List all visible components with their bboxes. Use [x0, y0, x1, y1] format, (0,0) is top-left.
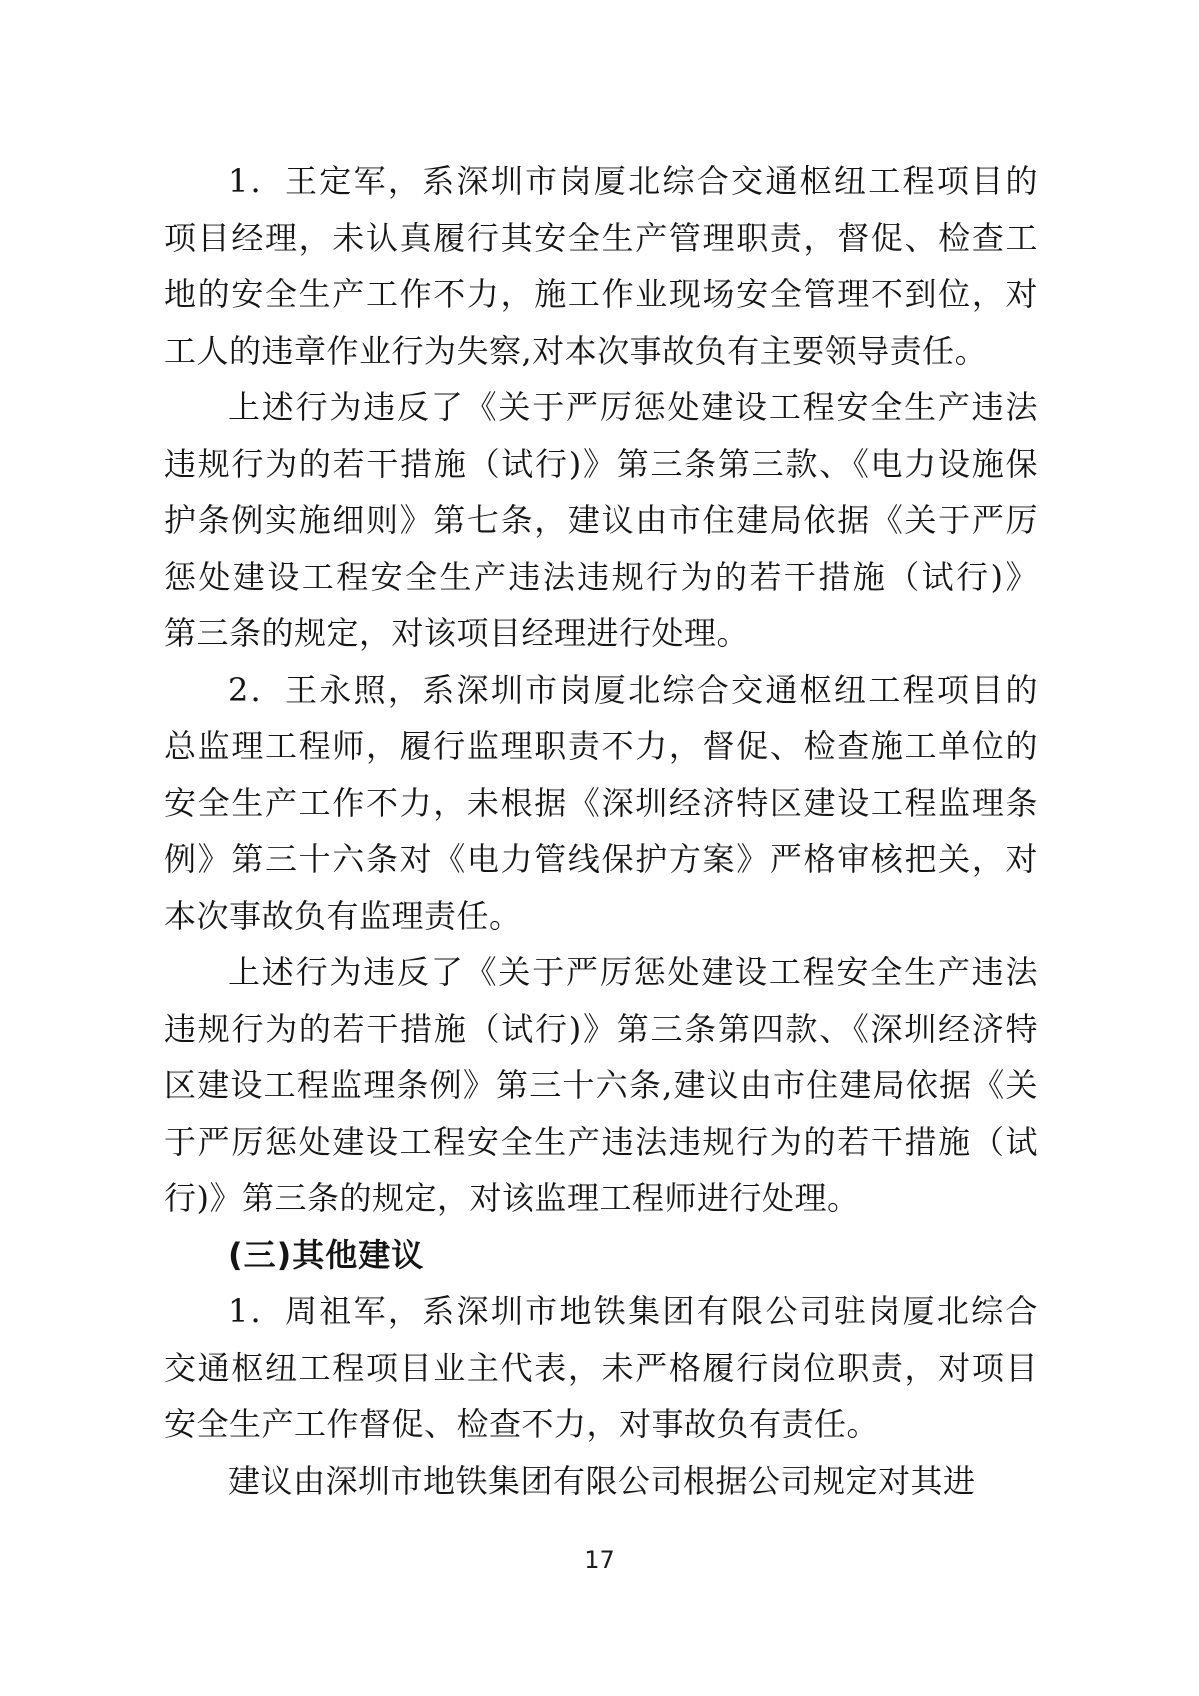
- text-line: 护条例实施细则》第七条，建议由市住建局依据《关于严厉: [164, 501, 1038, 539]
- text-line: 第三条的规定，对该项目经理进行处理。: [164, 614, 750, 652]
- text-line: 本次事故负有监理责任。: [164, 896, 522, 935]
- section-heading: [164, 1227, 1038, 1284]
- text-line: 违规行为的若干措施（试行)》第三条第四款、《深圳经济特: [164, 1009, 1038, 1048]
- paragraph: [164, 944, 1038, 1227]
- text-line: 例》第三十六条对《电力管线保护方案》严格审核把关，对: [164, 840, 1038, 878]
- paragraph: [164, 662, 1038, 945]
- paragraph: [164, 379, 1038, 662]
- text-line: 工人的违章作业行为失察,对本次事故负有主要领导责任。: [164, 331, 988, 370]
- page-number: 17: [584, 1546, 615, 1574]
- paragraph: [164, 1453, 1038, 1510]
- text-line: 行)》第三条的规定，对该监理工程师进行处理。: [164, 1179, 860, 1217]
- text-line: (三)其他建议: [228, 1235, 425, 1274]
- text-line: 2．王永照，系深圳市岗厦北综合交通枢纽工程项目的: [228, 670, 1038, 709]
- text-line: 1．周祖军，系深圳市地铁集团有限公司驻岗厦北综合: [228, 1292, 1038, 1330]
- text-line: 惩处建设工程安全生产违法违规行为的若干措施（试行)》: [164, 557, 1038, 596]
- text-line: 安全生产工作不力，未根据《深圳经济特区建设工程监理条: [164, 783, 1038, 822]
- text-line: 区建设工程监理条例》第三十六条,建议由市住建局依据《关: [164, 1066, 1038, 1104]
- text-line: 交通枢纽工程项目业主代表，未严格履行岗位职责，对项目: [164, 1348, 1038, 1387]
- text-line: 1．王定军，系深圳市岗厦北综合交通枢纽工程项目的: [228, 162, 1038, 200]
- paragraph: [164, 153, 1038, 379]
- text-line: 安全生产工作督促、检查不力，对事故负有责任。: [164, 1405, 880, 1443]
- text-line: 违规行为的若干措施（试行)》第三条第三款、《电力设施保: [164, 444, 1038, 483]
- text-line: 上述行为违反了《关于严厉惩处建设工程安全生产违法: [228, 388, 1038, 426]
- text-line: 上述行为违反了《关于严厉惩处建设工程安全生产违法: [228, 953, 1038, 991]
- text-line: 总监理工程师，履行监理职责不力，督促、检查施工单位的: [164, 727, 1038, 765]
- text-line: 地的安全生产工作不力，施工作业现场安全管理不到位，对: [164, 275, 1038, 313]
- text-line: 于严厉惩处建设工程安全生产违法违规行为的若干措施（试: [164, 1122, 1038, 1161]
- text-line: 项目经理，未认真履行其安全生产管理职责，督促、检查工: [164, 218, 1038, 257]
- document-body: [164, 153, 1038, 1509]
- text-line: 建议由深圳市地铁集团有限公司根据公司规定对其进: [228, 1461, 976, 1500]
- paragraph: [164, 1283, 1038, 1453]
